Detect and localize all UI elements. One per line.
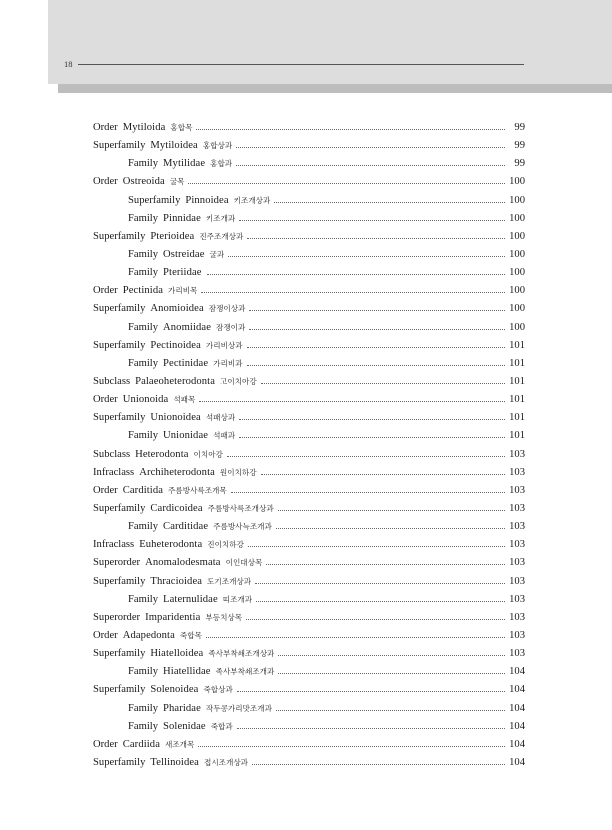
toc-entry-page-number: 101 <box>509 412 525 424</box>
toc-entry-taxon: Cardicoidea <box>150 502 203 514</box>
toc-entry[interactable] <box>93 285 525 303</box>
toc-entry-page-number: 103 <box>509 521 525 533</box>
toc-entry-taxon: Pectinida <box>122 285 164 297</box>
toc-entry[interactable] <box>93 394 525 412</box>
toc-entry[interactable] <box>93 703 525 721</box>
toc-entry-korean-name: 고이치아강 <box>220 376 257 386</box>
toc-entry-rank: Family <box>128 267 159 279</box>
toc-entry-page-number: 103 <box>509 502 525 514</box>
toc-entry-taxon: Anomiidae <box>163 321 212 333</box>
toc-entry-rank: Superfamily <box>128 194 181 206</box>
toc-entry[interactable] <box>93 267 525 285</box>
toc-entry[interactable] <box>93 358 525 376</box>
toc-entry-taxon: Pinnoidea <box>185 194 229 206</box>
toc-entry-korean-name: 부등치상목 <box>205 612 243 622</box>
toc-dot-leader <box>199 401 505 402</box>
toc-entry-page-number: 103 <box>509 484 525 496</box>
toc-entry-page-number: 100 <box>509 212 525 224</box>
toc-dot-leader <box>227 456 505 457</box>
toc-entry-rank: Family <box>128 430 159 442</box>
toc-entry-taxon: Solenoidea <box>150 684 199 696</box>
toc-entry[interactable] <box>93 576 525 594</box>
toc-entry-page-number: 104 <box>509 666 525 678</box>
toc-dot-leader <box>249 310 505 311</box>
toc-entry-page-number: 100 <box>509 267 525 279</box>
toc-entry-rank: Family <box>128 720 159 732</box>
toc-entry-rank: Order <box>93 738 118 750</box>
toc-entry-korean-name: 작두콩가리맛조개과 <box>205 703 272 713</box>
toc-entry[interactable] <box>93 721 525 739</box>
toc-entry[interactable] <box>93 757 525 775</box>
toc-entry-rank: Family <box>128 702 159 714</box>
toc-dot-leader <box>247 238 505 239</box>
toc-entry-rank: Infraclass <box>93 466 135 478</box>
toc-entry-korean-name: 이치아강 <box>193 449 223 459</box>
toc-entry-korean-name: 잠쟁이상과 <box>208 304 246 314</box>
toc-entry-page-number: 100 <box>509 321 525 333</box>
toc-entry-rank: Superfamily <box>93 230 146 242</box>
header-rule <box>78 64 524 65</box>
toc-dot-leader <box>261 383 505 384</box>
toc-entry-korean-name: 죽합상과 <box>203 685 233 695</box>
toc-entry-taxon: Solenidae <box>163 720 206 732</box>
toc-entry-page-number: 100 <box>509 248 525 260</box>
toc-entry-taxon: Pterioidea <box>150 230 195 242</box>
toc-entry-page-number: 100 <box>509 176 525 188</box>
toc-entry[interactable] <box>93 467 525 485</box>
toc-entry-page-number: 104 <box>509 684 525 696</box>
toc-entry[interactable] <box>93 648 525 666</box>
toc-entry-korean-name: 죽합과 <box>210 721 233 731</box>
toc-entry-page-number: 99 <box>514 140 525 152</box>
toc-entry[interactable] <box>93 213 525 231</box>
toc-entry-rank: Superorder <box>93 611 141 623</box>
toc-dot-leader <box>278 655 505 656</box>
toc-dot-leader <box>261 474 505 475</box>
toc-entry-korean-name: 이인대상목 <box>225 558 263 568</box>
toc-entry-page-number: 103 <box>509 629 525 641</box>
toc-entry-rank: Superfamily <box>93 303 146 315</box>
toc-entry-rank: Superfamily <box>93 502 146 514</box>
toc-entry[interactable] <box>93 739 525 757</box>
table-of-contents <box>93 122 525 775</box>
toc-entry-taxon: Carditidae <box>163 521 209 533</box>
toc-dot-leader <box>239 437 505 438</box>
header-band <box>48 0 612 84</box>
toc-entry-taxon: Cardiida <box>122 738 160 750</box>
toc-dot-leader <box>246 619 505 620</box>
toc-entry-page-number: 100 <box>509 194 525 206</box>
toc-entry[interactable] <box>93 684 525 702</box>
toc-dot-leader <box>247 365 506 366</box>
toc-entry[interactable] <box>93 322 525 340</box>
toc-entry-taxon: Pharidae <box>163 702 201 714</box>
toc-entry-rank: Superfamily <box>93 575 146 587</box>
toc-entry-page-number: 103 <box>509 448 525 460</box>
toc-entry-page-number: 103 <box>509 466 525 478</box>
toc-entry-page-number: 100 <box>509 285 525 297</box>
toc-entry-taxon: Ostreoida <box>122 176 165 188</box>
toc-dot-leader <box>276 710 505 711</box>
toc-entry-korean-name: 도기조개상과 <box>207 576 252 586</box>
toc-entry-taxon: Anomalodesmata <box>145 557 221 569</box>
toc-entry-taxon: Euheterodonta <box>139 539 203 551</box>
toc-entry-taxon: Mytiloidea <box>150 140 198 152</box>
toc-dot-leader <box>248 546 505 547</box>
toc-entry-rank: Superfamily <box>93 684 146 696</box>
toc-entry[interactable] <box>93 140 525 158</box>
toc-dot-leader <box>237 691 505 692</box>
toc-entry-page-number: 101 <box>509 357 525 369</box>
toc-entry-korean-name: 주름방사륵조개상과 <box>207 503 274 513</box>
toc-entry-rank: Superorder <box>93 557 141 569</box>
toc-entry-rank: Family <box>128 666 159 678</box>
toc-entry-korean-name: 주름방사늑조개과 <box>213 522 272 532</box>
toc-entry-rank: Superfamily <box>93 412 146 424</box>
toc-entry-taxon: Mytiloida <box>122 122 166 133</box>
toc-entry[interactable] <box>93 503 525 521</box>
toc-entry-korean-name: 키조개과 <box>205 213 236 223</box>
toc-entry-taxon: Mytilidae <box>163 158 206 170</box>
toc-dot-leader <box>228 256 505 257</box>
toc-entry-page-number: 104 <box>509 738 525 750</box>
toc-dot-leader <box>201 292 505 293</box>
toc-entry-page-number: 103 <box>509 575 525 587</box>
toc-entry-taxon: Palaeoheterodonta <box>135 375 216 387</box>
toc-entry-korean-name: 죽합목 <box>179 630 202 640</box>
toc-entry-rank: Order <box>93 629 118 641</box>
toc-entry-korean-name: 가리비과 <box>213 358 243 368</box>
toc-entry-page-number: 101 <box>509 394 525 406</box>
toc-entry-page-number: 103 <box>509 557 525 569</box>
toc-entry-korean-name: 접시조개상과 <box>203 757 248 767</box>
toc-dot-leader <box>276 528 505 529</box>
toc-dot-leader <box>188 183 505 184</box>
toc-entry-page-number: 104 <box>509 756 525 768</box>
toc-entry[interactable] <box>93 430 525 448</box>
toc-entry-rank: Order <box>93 176 118 188</box>
toc-entry-page-number: 99 <box>514 158 525 170</box>
toc-entry-page-number: 104 <box>509 702 525 714</box>
toc-dot-leader <box>239 220 505 221</box>
toc-entry-taxon: Archiheterodonta <box>139 466 215 478</box>
toc-entry-taxon: Carditida <box>122 484 164 496</box>
toc-entry[interactable] <box>93 539 525 557</box>
toc-entry[interactable] <box>93 666 525 684</box>
toc-entry-korean-name: 잠쟁이과 <box>216 322 246 332</box>
toc-entry-page-number: 101 <box>509 430 525 442</box>
toc-entry-rank: Family <box>128 321 159 333</box>
toc-entry[interactable] <box>93 303 525 321</box>
toc-entry-taxon: Ostreidae <box>163 248 205 260</box>
toc-dot-leader <box>236 147 505 148</box>
toc-entry-rank: Family <box>128 212 159 224</box>
toc-entry[interactable] <box>93 612 525 630</box>
toc-dot-leader <box>249 329 505 330</box>
toc-entry-korean-name: 가리비상과 <box>205 340 243 350</box>
toc-entry-korean-name: 주름방사륵조개목 <box>168 485 227 495</box>
toc-dot-leader <box>207 274 505 275</box>
toc-dot-leader <box>239 419 505 420</box>
toc-entry-korean-name: 굴목 <box>169 177 185 187</box>
toc-entry-page-number: 104 <box>509 720 525 732</box>
toc-entry-rank: Subclass <box>93 448 131 460</box>
toc-entry-rank: Superfamily <box>93 756 146 768</box>
toc-entry-page-number: 101 <box>509 339 525 351</box>
toc-entry-rank: Superfamily <box>93 140 146 152</box>
toc-entry[interactable] <box>93 630 525 648</box>
toc-dot-leader <box>252 764 505 765</box>
toc-entry[interactable] <box>93 485 525 503</box>
toc-entry-taxon: Hiatelloidea <box>150 648 204 660</box>
toc-dot-leader <box>196 129 505 130</box>
toc-entry-page-number: 99 <box>514 122 525 133</box>
page-number: 18 <box>64 59 73 69</box>
toc-entry-taxon: Tellinoidea <box>150 756 199 768</box>
toc-entry-page-number: 103 <box>509 648 525 660</box>
toc-entry-korean-name: 홍합목 <box>170 123 193 132</box>
toc-entry[interactable] <box>93 231 525 249</box>
toc-entry-rank: Family <box>128 593 159 605</box>
toc-entry-taxon: Imparidentia <box>145 611 201 623</box>
toc-entry[interactable] <box>93 557 525 575</box>
toc-entry-korean-name: 홍합상과 <box>202 141 233 151</box>
toc-entry-taxon: Unionoidea <box>150 412 201 424</box>
toc-entry[interactable] <box>93 158 525 176</box>
toc-entry[interactable] <box>93 249 525 267</box>
toc-entry[interactable] <box>93 594 525 612</box>
toc-entry-taxon: Pectinidae <box>163 357 209 369</box>
toc-entry-taxon: Pteriidae <box>163 267 202 279</box>
toc-entry-korean-name: 키조개상과 <box>233 195 271 205</box>
toc-entry-taxon: Adapedonta <box>122 629 175 641</box>
toc-dot-leader <box>198 746 505 747</box>
toc-entry-rank: Infraclass <box>93 539 135 551</box>
toc-entry-korean-name: 족사부착쇄조개과 <box>215 667 275 677</box>
toc-entry-page-number: 101 <box>509 375 525 387</box>
toc-dot-leader <box>236 165 505 166</box>
toc-dot-leader <box>255 583 505 584</box>
toc-entry-rank: Order <box>93 484 118 496</box>
toc-entry-taxon: Hiatellidae <box>163 666 211 678</box>
toc-entry-page-number: 103 <box>509 593 525 605</box>
toc-entry-korean-name: 가리비목 <box>168 286 198 296</box>
toc-dot-leader <box>256 601 505 602</box>
toc-entry-page-number: 103 <box>509 539 525 551</box>
toc-entry-rank: Order <box>93 122 118 133</box>
toc-entry-page-number: 100 <box>509 230 525 242</box>
toc-entry-taxon: Pectinoidea <box>150 339 201 351</box>
toc-dot-leader <box>206 637 505 638</box>
toc-entry-rank: Superfamily <box>93 339 146 351</box>
toc-entry[interactable] <box>93 412 525 430</box>
toc-entry-korean-name: 석패목 <box>173 395 196 405</box>
header-shadow <box>58 84 612 93</box>
toc-entry-korean-name: 족사부착쇄조개상과 <box>208 649 275 659</box>
toc-entry-page-number: 100 <box>509 303 525 315</box>
toc-dot-leader <box>231 492 505 493</box>
toc-entry-taxon: Pinnidae <box>163 212 201 224</box>
toc-entry[interactable] <box>93 521 525 539</box>
toc-dot-leader <box>274 202 505 203</box>
toc-entry-korean-name: 석패과 <box>213 431 236 441</box>
toc-entry[interactable] <box>93 376 525 394</box>
toc-dot-leader <box>278 510 505 511</box>
toc-entry-korean-name: 원이치하강 <box>219 467 257 477</box>
toc-entry-taxon: Unionoida <box>122 394 169 406</box>
toc-entry-taxon: Heterodonta <box>135 448 189 460</box>
toc-entry-taxon: Unionidae <box>163 430 209 442</box>
toc-entry-rank: Family <box>128 248 159 260</box>
toc-entry-taxon: Thracioidea <box>150 575 203 587</box>
toc-entry-korean-name: 새조개목 <box>165 739 195 749</box>
toc-entry-rank: Order <box>93 285 118 297</box>
toc-entry-rank: Superfamily <box>93 648 146 660</box>
toc-entry-rank: Subclass <box>93 375 131 387</box>
toc-entry-korean-name: 홍합과 <box>210 159 233 169</box>
toc-entry[interactable] <box>93 195 525 213</box>
toc-entry-rank: Order <box>93 394 118 406</box>
toc-entry[interactable] <box>93 340 525 358</box>
toc-entry-korean-name: 석패상과 <box>205 413 236 423</box>
toc-dot-leader <box>266 564 505 565</box>
toc-entry-korean-name: 굴과 <box>209 249 225 259</box>
toc-entry-korean-name: 진이치하강 <box>207 540 244 550</box>
toc-entry[interactable] <box>93 176 525 194</box>
toc-entry-korean-name: 띠조개과 <box>222 594 253 604</box>
toc-entry-taxon: Laternulidae <box>163 593 218 605</box>
toc-entry-rank: Family <box>128 521 159 533</box>
toc-entry-rank: Family <box>128 357 159 369</box>
toc-dot-leader <box>237 728 505 729</box>
toc-entry[interactable] <box>93 122 525 140</box>
toc-entry-korean-name: 진주조개상과 <box>199 231 244 241</box>
toc-entry-rank: Family <box>128 158 159 170</box>
toc-dot-leader <box>247 347 505 348</box>
toc-entry-taxon: Anomioidea <box>150 303 204 315</box>
toc-entry[interactable] <box>93 449 525 467</box>
toc-dot-leader <box>278 673 505 674</box>
toc-entry-page-number: 103 <box>509 611 525 623</box>
